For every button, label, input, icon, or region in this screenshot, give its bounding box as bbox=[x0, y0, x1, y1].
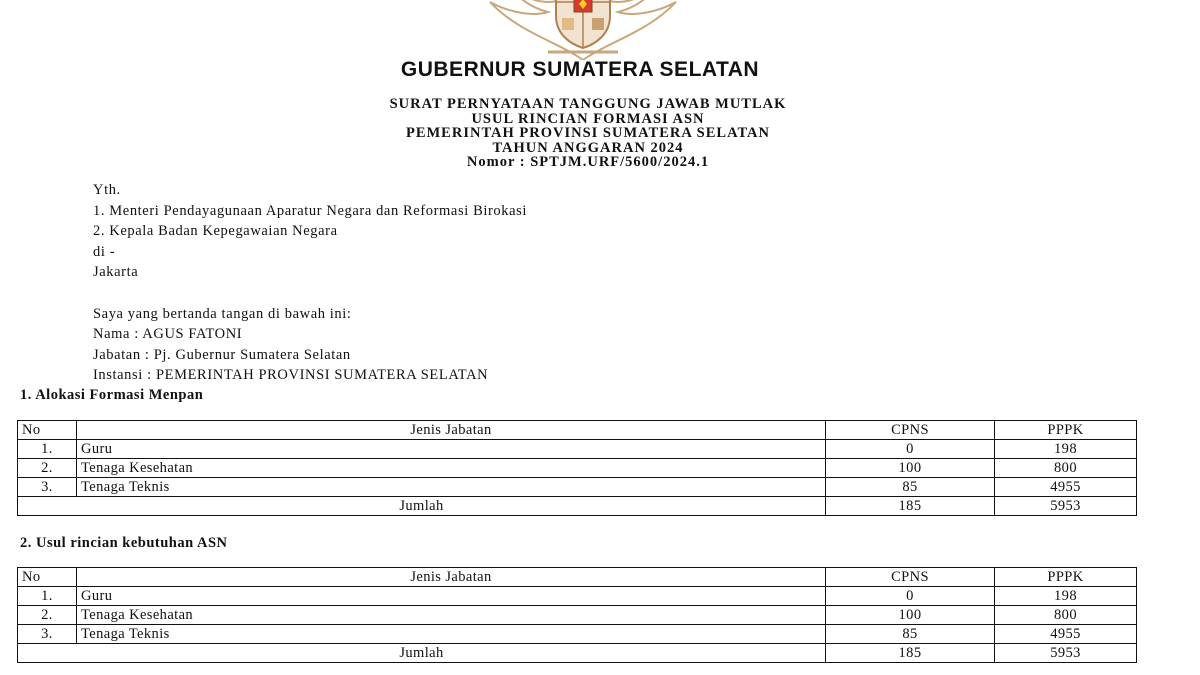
row-no: 1. bbox=[18, 440, 77, 459]
total-cpns: 185 bbox=[826, 497, 995, 516]
row-pppk: 198 bbox=[995, 587, 1137, 606]
table-header-row bbox=[18, 568, 1137, 587]
recipient-line-1: 1. Menteri Pendayagunaan Aparatur Negara dan Reformasi Birokasi bbox=[93, 202, 528, 219]
table-total-row bbox=[18, 497, 1137, 516]
statement-title: SURAT PERNYATAAN TANGGUNG JAWAB MUTLAK bbox=[389, 96, 787, 112]
row-cpns: 0 bbox=[826, 440, 995, 459]
row-jabatan: Tenaga Teknis bbox=[77, 625, 826, 644]
signer-position: Jabatan : Pj. Gubernur Sumatera Selatan bbox=[93, 346, 351, 363]
allocation-table bbox=[17, 420, 1137, 516]
table-row bbox=[18, 625, 1137, 644]
column-header-jabatan: Jenis Jabatan bbox=[77, 421, 826, 440]
salutation: Yth. bbox=[93, 182, 121, 198]
table-row bbox=[18, 459, 1137, 478]
table-row bbox=[18, 587, 1137, 606]
row-jabatan: Tenaga Teknis bbox=[77, 478, 826, 497]
column-header-jabatan: Jenis Jabatan bbox=[77, 568, 826, 587]
row-no: 2. bbox=[18, 606, 77, 625]
row-pppk: 800 bbox=[995, 459, 1137, 478]
row-pppk: 800 bbox=[995, 606, 1137, 625]
table-row bbox=[18, 606, 1137, 625]
recipient-di: di - bbox=[93, 243, 116, 260]
recipient-line-2: 2. Kepala Badan Kepegawaian Negara bbox=[93, 223, 338, 239]
statement-heading bbox=[0, 97, 1176, 170]
column-header-pppk: PPPK bbox=[995, 568, 1137, 587]
recipient-city: Jakarta bbox=[93, 264, 139, 280]
governor-title: GUBERNUR SUMATERA SELATAN bbox=[400, 58, 760, 81]
proposal-table bbox=[17, 567, 1137, 663]
table-header-row bbox=[18, 421, 1137, 440]
column-header-no: No bbox=[18, 568, 77, 587]
spacer bbox=[93, 283, 527, 304]
section-1-title: 1. Alokasi Formasi Menpan bbox=[20, 387, 204, 403]
column-header-no: No bbox=[18, 421, 77, 440]
table-row bbox=[18, 440, 1137, 459]
column-header-cpns: CPNS bbox=[826, 568, 995, 587]
statement-fiscal-year: TAHUN ANGGARAN 2024 bbox=[492, 139, 684, 156]
row-jabatan: Guru bbox=[77, 587, 826, 606]
section-2-title: 2. Usul rincian kebutuhan ASN bbox=[20, 535, 228, 551]
row-cpns: 0 bbox=[826, 587, 995, 606]
statement-agency: PEMERINTAH PROVINSI SUMATERA SELATAN bbox=[405, 125, 771, 141]
row-pppk: 4955 bbox=[995, 478, 1137, 497]
total-label: Jumlah bbox=[18, 644, 826, 663]
row-jabatan: Tenaga Kesehatan bbox=[77, 459, 826, 478]
row-cpns: 85 bbox=[826, 478, 995, 497]
total-label: Jumlah bbox=[18, 497, 826, 516]
statement-subject: USUL RINCIAN FORMASI ASN bbox=[471, 110, 705, 127]
statement-number: Nomor : SPTJM.URF/5600/2024.1 bbox=[466, 154, 710, 170]
row-no: 3. bbox=[18, 478, 77, 497]
row-no: 2. bbox=[18, 459, 77, 478]
letter-body bbox=[93, 180, 527, 386]
total-pppk: 5953 bbox=[995, 644, 1137, 663]
row-jabatan: Tenaga Kesehatan bbox=[77, 606, 826, 625]
row-pppk: 4955 bbox=[995, 625, 1137, 644]
row-cpns: 100 bbox=[826, 606, 995, 625]
column-header-cpns: CPNS bbox=[826, 421, 995, 440]
row-cpns: 100 bbox=[826, 459, 995, 478]
garuda-emblem-icon bbox=[478, 0, 688, 60]
total-cpns: 185 bbox=[826, 644, 995, 663]
signer-agency: Instansi : PEMERINTAH PROVINSI SUMATERA SELATAN bbox=[93, 367, 489, 383]
total-pppk: 5953 bbox=[995, 497, 1137, 516]
row-no: 1. bbox=[18, 587, 77, 606]
signer-intro: Saya yang bertanda tangan di bawah ini: bbox=[93, 305, 352, 322]
signer-name: Nama : AGUS FATONI bbox=[93, 326, 243, 342]
row-jabatan: Guru bbox=[77, 440, 826, 459]
row-no: 3. bbox=[18, 625, 77, 644]
row-cpns: 85 bbox=[826, 625, 995, 644]
table-row bbox=[18, 478, 1137, 497]
table-total-row bbox=[18, 644, 1137, 663]
row-pppk: 198 bbox=[995, 440, 1137, 459]
column-header-pppk: PPPK bbox=[995, 421, 1137, 440]
